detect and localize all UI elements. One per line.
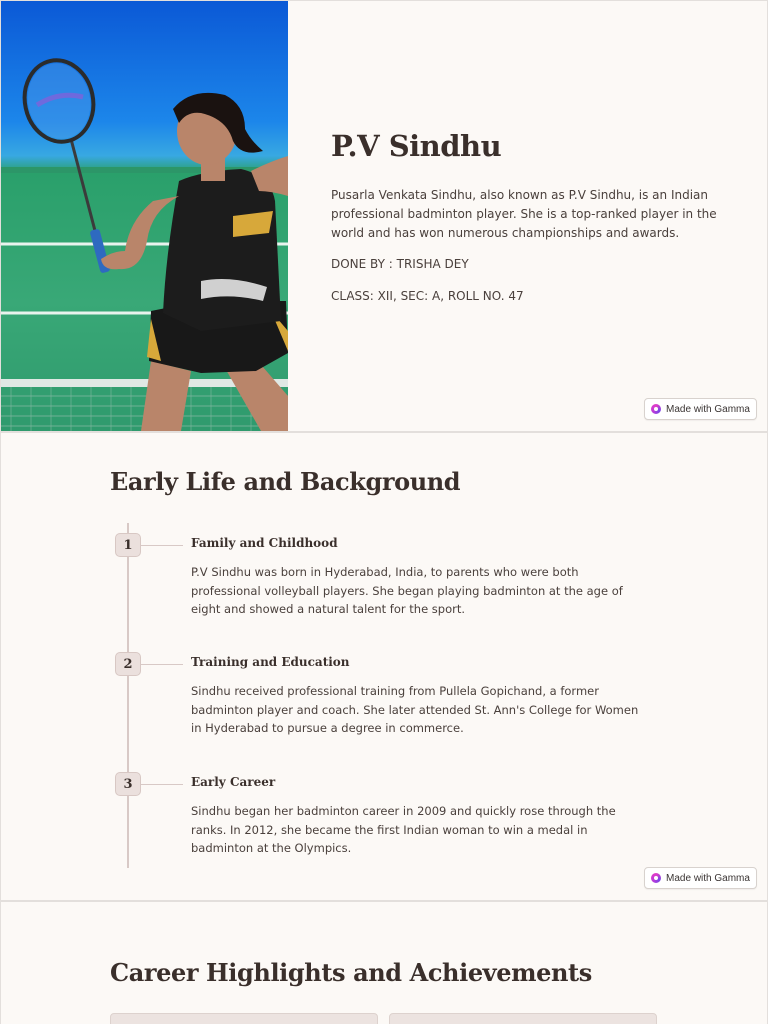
made-with-gamma-button[interactable] bbox=[644, 867, 757, 889]
gamma-logo-icon bbox=[651, 873, 661, 883]
step-number: 2 bbox=[115, 652, 141, 676]
title-slide bbox=[1, 1, 767, 431]
timeline-line bbox=[127, 523, 129, 868]
step-number: 1 bbox=[115, 533, 141, 557]
badge-label: Made with Gamma bbox=[666, 872, 750, 884]
step-connector bbox=[141, 784, 183, 785]
early-life-slide bbox=[1, 433, 767, 900]
step-body: Sindhu began her badminton career in 2009 and quickly rose through the ranks. In 2012, she became the first Indian woman to win a medal in badminton at the Olympics. bbox=[191, 804, 616, 855]
intro-paragraph: Pusarla Venkata Sindhu, also known as P.V Sindhu, is an Indian professional badminton player. She is a top-ranked player in the world and has won numerous championships and awards. bbox=[331, 188, 717, 240]
step-title: Family and Childhood bbox=[191, 536, 338, 550]
gamma-logo-icon bbox=[651, 404, 661, 414]
step-connector bbox=[141, 545, 183, 546]
step-connector bbox=[141, 664, 183, 665]
class-info-line: CLASS: XII, SEC: A, ROLL NO. 47 bbox=[331, 289, 524, 303]
player-photo bbox=[1, 1, 288, 431]
highlight-card bbox=[110, 1013, 378, 1024]
section-heading: Career Highlights and Achievements bbox=[110, 958, 592, 987]
step-title: Early Career bbox=[191, 775, 276, 789]
highlight-card bbox=[389, 1013, 657, 1024]
badminton-player-illustration bbox=[1, 1, 288, 431]
section-heading: Early Life and Background bbox=[110, 467, 461, 496]
made-with-gamma-button[interactable] bbox=[644, 398, 757, 420]
step-body: P.V Sindhu was born in Hyderabad, India, to parents who were both professional volleyball players. She began playing badminton at the age of eight and showed a natural talent for the sport. bbox=[191, 565, 623, 616]
badge-label: Made with Gamma bbox=[666, 403, 750, 415]
page-title: P.V Sindhu bbox=[331, 129, 502, 163]
step-number: 3 bbox=[115, 772, 141, 796]
author-line: DONE BY : TRISHA DEY bbox=[331, 257, 469, 271]
step-title: Training and Education bbox=[191, 655, 350, 669]
step-body: Sindhu received professional training from Pullela Gopichand, a former badminton player and coach. She later attended St. Ann's College for Women in Hyderabad to pursue a degree in commerce. bbox=[191, 684, 639, 735]
career-highlights-slide bbox=[1, 902, 767, 1024]
